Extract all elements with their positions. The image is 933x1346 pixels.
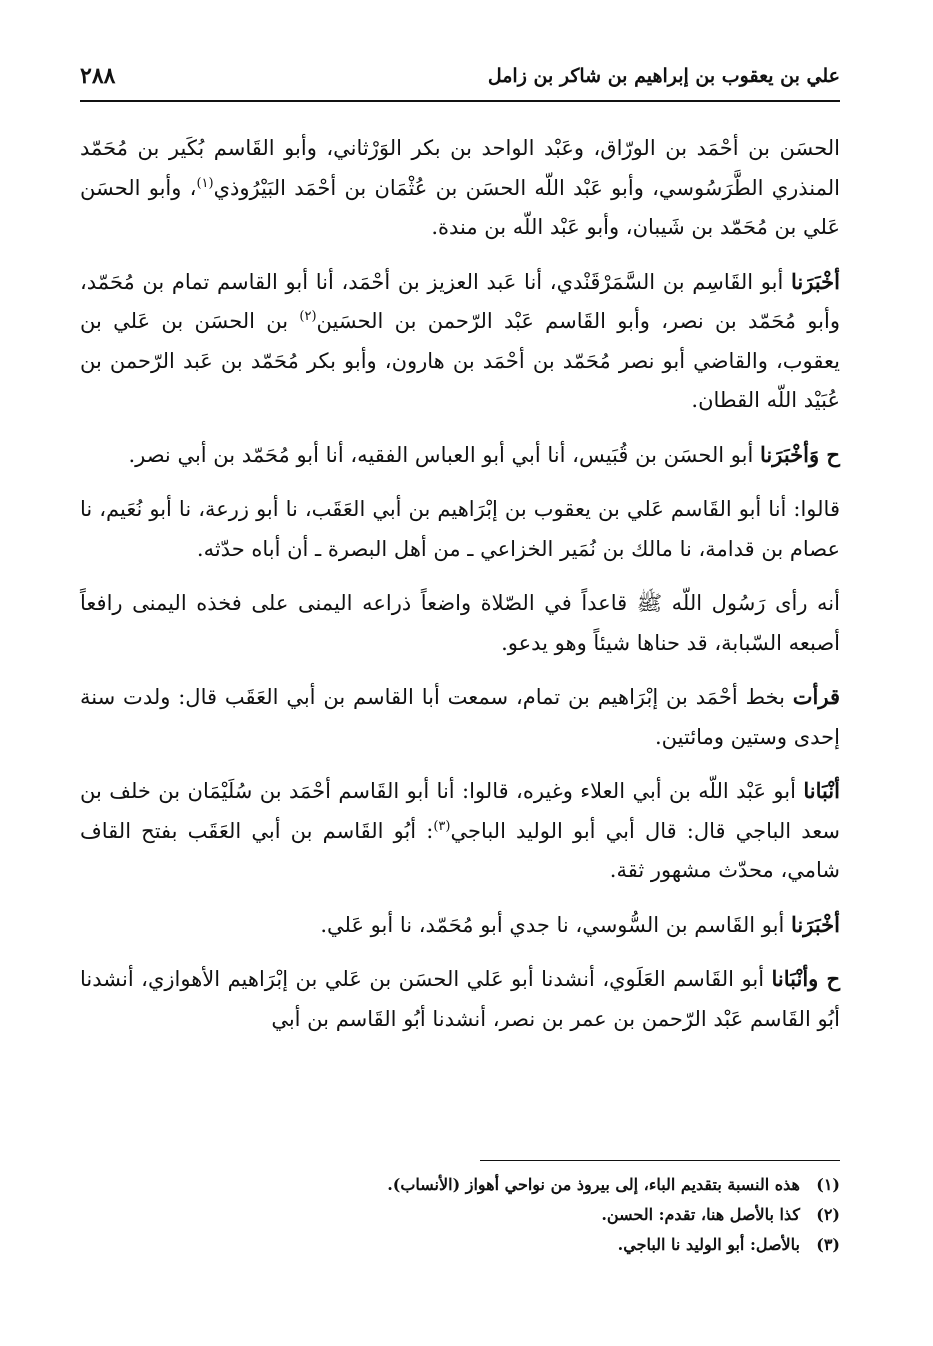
paragraph: أخْبَرَنا أبو القَاسم بن السُّوسي، نا جدي أبو مُحَمّد، نا أبو عَلي. (320, 911, 840, 937)
footnote-reference: (١) (196, 175, 214, 191)
footnote-number: (١) (816, 1175, 840, 1194)
header-rule (80, 100, 840, 102)
footnote-rule (480, 1160, 840, 1161)
paragraph: قرأت بخط أحْمَد بن إبْرَاهيم بن تمام، سمعت أبا القاسم بن أبي العَقَب قال: ولدت سنة إحدى وستين ومائتين. (80, 684, 840, 749)
footnote (80, 1170, 840, 1200)
main-text (80, 128, 840, 1053)
footnote-reference: (٢) (299, 309, 317, 324)
page-number: ٢٨٨ (80, 63, 116, 89)
paragraph: أنْبَانا أبو عَبْد اللّه بن أبي العلاء وغيره، قالوا: أنا أبو القَاسم أحْمَد بن سُلَيْمَان بن خلف بن سعد الباجي قال: قال أبي أبو الوليد الباجي$^{(٣)}$: أبُو القَاسم بن أبي العَقَب بفتح القاف شامي، محدّث مشهور ثقة. (80, 778, 840, 882)
footnotes (80, 1170, 840, 1260)
paragraph: الحسَن بن أحْمَد بن الورّاق، وعَبْد الواحد بن بكر الوَرْثاني، وأبو القَاسم بُكَير بن مُحَمّد المنذري الطَّرَسُوسي، وأبو عَبْد اللّه الحسَن بن عُثْمَان بن أحْمَد البَيْرُوذي$^{(١)}$، وأبو الحسَن عَلي بن مُحَمّد بن شَيبان، وأبو عَبْد اللّه بن مندة. (80, 136, 840, 239)
paragraph: قالوا: أنا أبو القَاسم عَلي بن يعقوب بن إبْرَاهيم بن أبي العَقَب، نا أبو زرعة، نا أبو نُعَيم، نا عصام بن قدامة، نا مالك بن نُمَير الخزاعي ـ من أهل البصرة ـ أن أباه حدّثه. (80, 497, 840, 561)
footnote (80, 1200, 840, 1230)
footnote-number: (٣) (816, 1235, 840, 1254)
footnote-number: (٢) (816, 1205, 840, 1224)
footnote-text: هذه النسبة بتقديم الباء، إلى بيروذ من نواحي أهواز (الأنساب). (387, 1175, 800, 1194)
footnote (80, 1230, 840, 1260)
paragraph: ح وأنْبَانا أبو القَاسم العَلَوي، أنشدنا أبو عَلي الحسَن بن عَلي بن إبْرَاهيم الأهوازي، أنشدنا أبُو القَاسم عَبْد الرّحمن بن عمر بن نصر، أنشدنا أبُو القَاسم بن أبي (80, 966, 840, 1031)
paragraph: ح وَأخْبَرَنا أبو الحسَن بن قُبَيس، أنا أبي أبو العباس الفقيه، أنا أبو مُحَمّد بن أبي نصر. (128, 441, 840, 467)
footnote-text: بالأصل: أبو الوليد نا الباجي. (617, 1235, 800, 1254)
paragraph: أخْبَرَنا أبو القَاسِم بن السَّمَرْقَنْدي، أنا عَبد العزيز بن أحْمَد، أنا أبو القاسم تمام بن مُحَمّد، وأبو مُحَمّد بن نصر، وأبو القَاسم عَبْد الرّحمن بن الحسَين$^{(٢)}$ بن الحسَن بن عَلي بن يعقوب، والقاضي أبو نصر مُحَمّد بن أحْمَد بن هارون، وأبو بكر مُحَمّد بن عَبد الرّحمن بن عُبَيْد اللّه القطان. (80, 268, 840, 412)
page-header (80, 58, 840, 94)
footnote-reference: (٣) (433, 818, 451, 834)
running-title: علي بن يعقوب بن إبراهيم بن شاكر بن زامل (487, 65, 840, 87)
footnote-text: كذا بالأصل هنا، تقدم: الحسن. (601, 1205, 800, 1224)
paragraph: أنه رأى رَسُول اللّه ﷺ قاعداً في الصّلاة واضعاً ذراعه اليمنى على فخذه اليمنى رافعاً أصبعه السّبابة، قد حناها شيئاً وهو يدعو. (80, 591, 840, 655)
